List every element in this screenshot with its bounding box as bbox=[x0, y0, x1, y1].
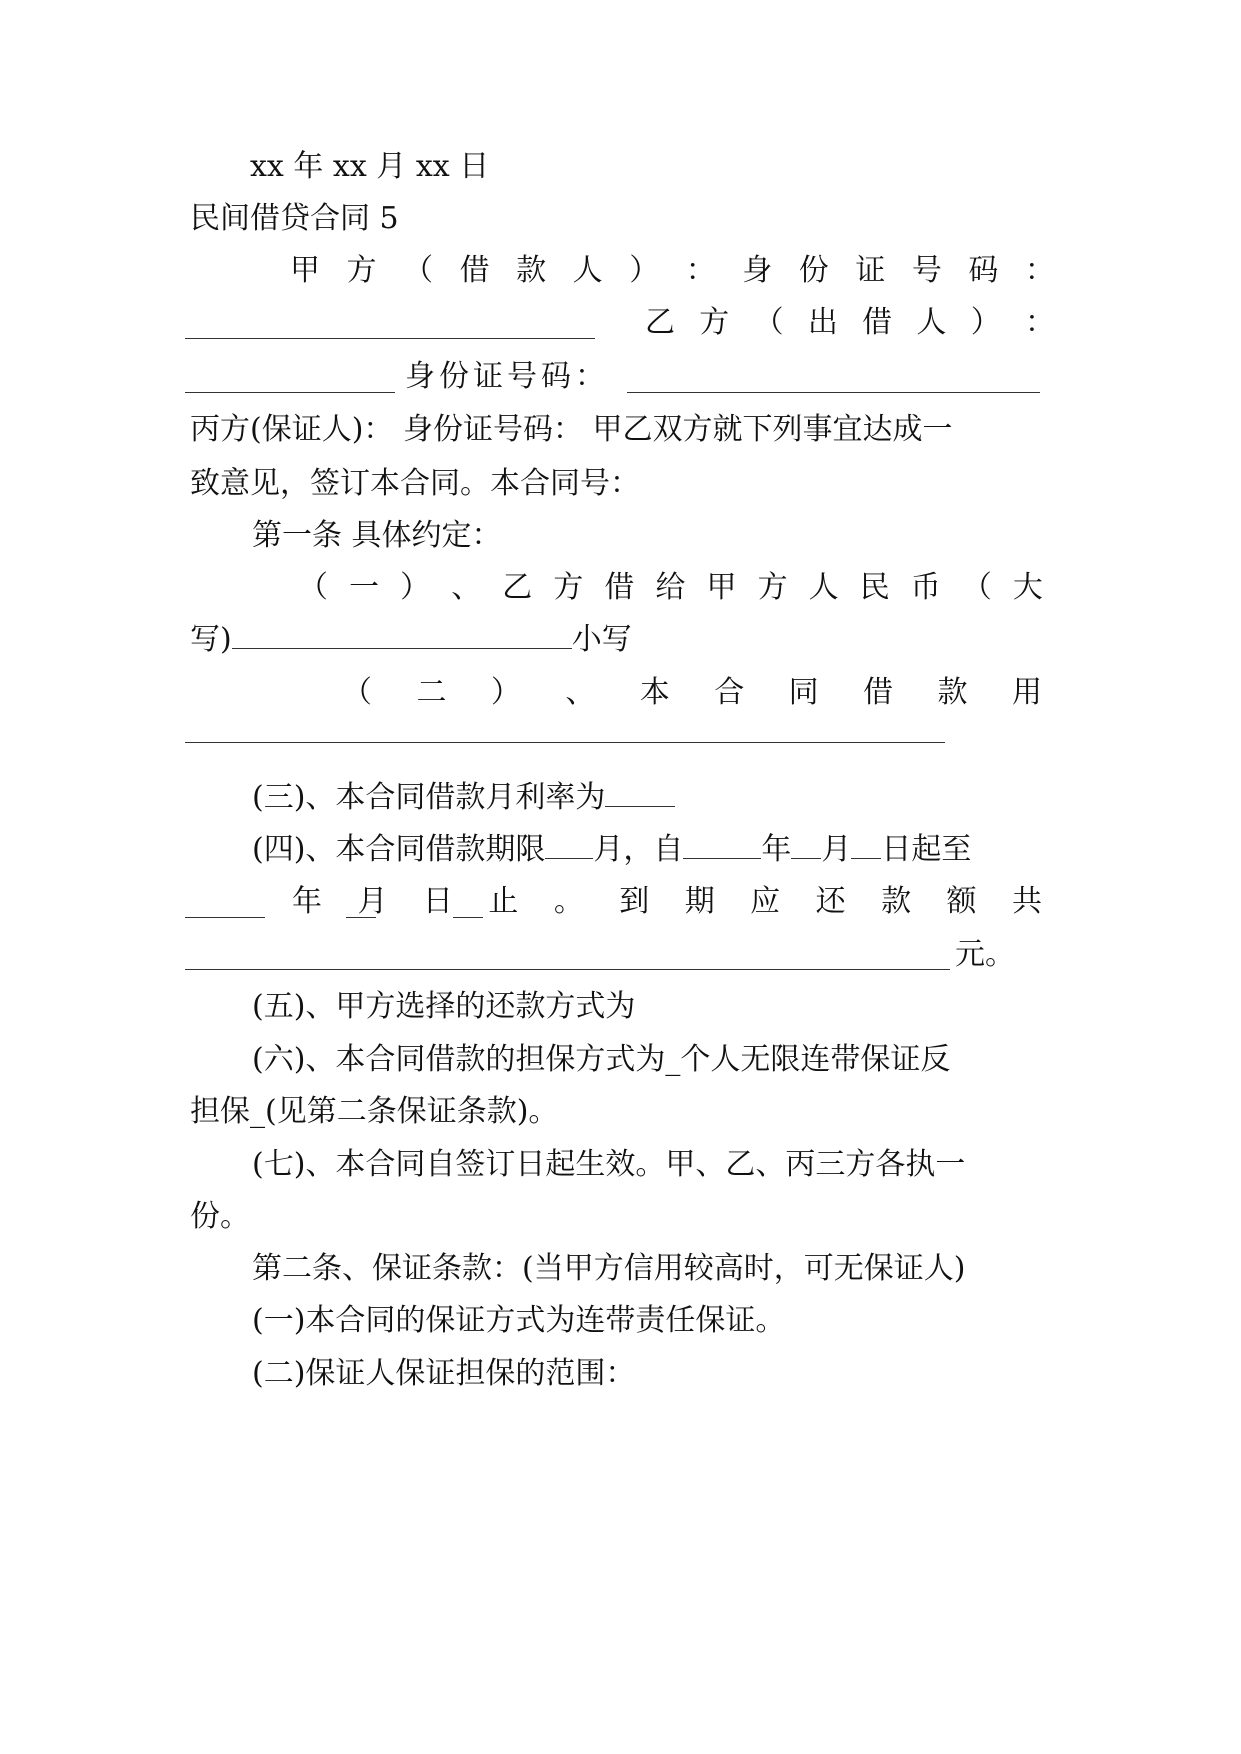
loan-purpose-blank bbox=[185, 742, 945, 743]
item-4-cont-char: 还 bbox=[815, 884, 846, 919]
item-4-cont-char: 共 bbox=[1011, 884, 1042, 919]
item-2-line bbox=[342, 673, 1042, 713]
item-2-char: ） bbox=[490, 675, 521, 710]
party-b-name-blank bbox=[185, 392, 395, 393]
item-7-line: (七)、本合同自签订日起生效。甲、乙、丙三方各执一 bbox=[252, 1147, 966, 1182]
item-4-cont-char: 。 bbox=[553, 884, 584, 919]
item-4-b: 月，自 bbox=[593, 832, 684, 867]
interest-rate-blank bbox=[605, 778, 675, 807]
party-a-char: 证 bbox=[855, 253, 886, 288]
item-1-cont-a: 写) bbox=[190, 622, 232, 657]
item-2-char: 、 bbox=[565, 675, 596, 710]
repayment-amount-blank bbox=[185, 969, 950, 970]
item-1-line bbox=[298, 568, 1043, 608]
item-4-cont-char: 期 bbox=[684, 884, 715, 919]
date-line: xx 年 xx 月 xx 日 bbox=[250, 149, 490, 184]
item-4-line bbox=[252, 830, 1107, 870]
start-day-blank bbox=[851, 830, 881, 859]
end-year-blank bbox=[185, 917, 265, 918]
article-2-item-1: (一)本合同的保证方式为连带责任保证。 bbox=[252, 1303, 786, 1338]
item-3-text: (三)、本合同借款月利率为 bbox=[252, 780, 606, 815]
party-a-char: 借 bbox=[459, 253, 490, 288]
party-a-char: 身 bbox=[742, 253, 773, 288]
id-label-char: 身 bbox=[405, 359, 435, 394]
item-6-continued: 担保_(见第二条保证条款)。 bbox=[190, 1094, 559, 1129]
party-b-char: ） bbox=[970, 305, 1001, 340]
item-1-char: 一 bbox=[349, 570, 380, 605]
item-2-char: 同 bbox=[788, 675, 819, 710]
item-4-cont-char: 日 bbox=[422, 884, 453, 919]
item-4-cont-char: 到 bbox=[619, 884, 650, 919]
party-a-char: （ bbox=[403, 253, 434, 288]
party-a-char: 甲 bbox=[290, 253, 320, 288]
item-4-cont-char: 止 bbox=[488, 884, 519, 919]
term-months-blank bbox=[545, 830, 593, 859]
party-b-id-label bbox=[405, 357, 605, 397]
item-1-char: 乙 bbox=[502, 570, 533, 605]
end-month-blank bbox=[346, 917, 376, 918]
party-b-char: （ bbox=[753, 305, 784, 340]
party-a-line bbox=[290, 251, 1055, 291]
item-2-char: 二 bbox=[416, 675, 447, 710]
id-label-char: 证 bbox=[473, 359, 503, 394]
item-4-e: 日起至 bbox=[881, 832, 972, 867]
item-1-continued bbox=[190, 620, 1045, 660]
item-4-cont-char: 月 bbox=[357, 884, 388, 919]
party-a-char: ： bbox=[685, 253, 716, 288]
end-day-blank bbox=[453, 917, 483, 918]
item-1-char: ） bbox=[400, 570, 431, 605]
item-4-cont-char: 额 bbox=[946, 884, 977, 919]
start-month-blank bbox=[791, 830, 821, 859]
party-a-char: 款 bbox=[516, 253, 547, 288]
item-2-char: 用 bbox=[1011, 675, 1042, 710]
item-1-char: 甲 bbox=[706, 570, 737, 605]
item-5-line: (五)、甲方选择的还款方式为 bbox=[252, 989, 636, 1024]
party-b-char: 方 bbox=[699, 305, 730, 340]
item-4-continued bbox=[292, 882, 1042, 922]
item-4-cont-char: 年 bbox=[292, 884, 322, 919]
item-2-char: 本 bbox=[639, 675, 670, 710]
party-a-char: ） bbox=[629, 253, 660, 288]
guarantor-line: 丙方(保证人)： 身份证号码： 甲乙双方就下列事宜达成一 bbox=[190, 412, 953, 447]
item-4-cont-char: 款 bbox=[881, 884, 912, 919]
item-2-char: 借 bbox=[863, 675, 894, 710]
party-a-char: 份 bbox=[798, 253, 829, 288]
item-1-char: （ bbox=[961, 570, 992, 605]
item-2-char: 合 bbox=[714, 675, 745, 710]
id-label-char: 份 bbox=[439, 359, 469, 394]
item-4-c: 年 bbox=[761, 832, 792, 867]
item-4-a: (四)、本合同借款期限 bbox=[252, 832, 546, 867]
party-a-id-blank bbox=[185, 338, 595, 339]
item-2-char: （ bbox=[342, 675, 372, 710]
party-b-line bbox=[645, 303, 1055, 343]
party-b-char: ： bbox=[1024, 305, 1055, 340]
item-1-char: 民 bbox=[859, 570, 890, 605]
item-4-d: 月 bbox=[821, 832, 852, 867]
item-1-char: 方 bbox=[553, 570, 584, 605]
article-2-item-2: (二)保证人保证担保的范围： bbox=[252, 1356, 636, 1391]
item-1-char: （ bbox=[298, 570, 328, 605]
item-1-char: 人 bbox=[808, 570, 839, 605]
party-b-char: 出 bbox=[807, 305, 838, 340]
item-4-end: 元。 bbox=[955, 937, 1015, 972]
item-1-char: 借 bbox=[604, 570, 635, 605]
party-b-char: 乙 bbox=[645, 305, 675, 340]
article-2-heading: 第二条、保证条款：(当甲方信用较高时，可无保证人) bbox=[252, 1251, 966, 1286]
party-a-char: 码 bbox=[968, 253, 999, 288]
id-label-char: 码 bbox=[541, 359, 571, 394]
party-b-id-blank bbox=[627, 392, 1040, 393]
item-3-line bbox=[252, 778, 1107, 818]
item-1-cont-b: 小写 bbox=[571, 622, 632, 657]
id-label-char: ： bbox=[575, 359, 605, 394]
item-2-char: 款 bbox=[937, 675, 968, 710]
party-b-char: 借 bbox=[862, 305, 893, 340]
contract-title: 民间借贷合同 5 bbox=[190, 201, 399, 236]
party-a-char: ： bbox=[1024, 253, 1055, 288]
amount-upper-blank bbox=[232, 620, 572, 649]
party-a-char: 方 bbox=[346, 253, 377, 288]
item-4-cont-char: 应 bbox=[750, 884, 781, 919]
party-b-char: 人 bbox=[916, 305, 947, 340]
start-year-blank bbox=[683, 830, 761, 859]
item-6-line: (六)、本合同借款的担保方式为_个人无限连带保证反 bbox=[252, 1042, 951, 1077]
item-1-char: 大 bbox=[1012, 570, 1043, 605]
item-1-char: 方 bbox=[757, 570, 788, 605]
article-1-heading: 第一条 具体约定： bbox=[252, 518, 502, 553]
party-a-char: 号 bbox=[911, 253, 942, 288]
item-1-char: 币 bbox=[910, 570, 941, 605]
agreement-line: 致意见，签订本合同。本合同号： bbox=[190, 466, 640, 501]
id-label-char: 号 bbox=[507, 359, 537, 394]
item-1-char: 给 bbox=[655, 570, 686, 605]
item-7-continued: 份。 bbox=[190, 1199, 250, 1234]
party-a-char: 人 bbox=[572, 253, 603, 288]
item-1-char: 、 bbox=[451, 570, 482, 605]
